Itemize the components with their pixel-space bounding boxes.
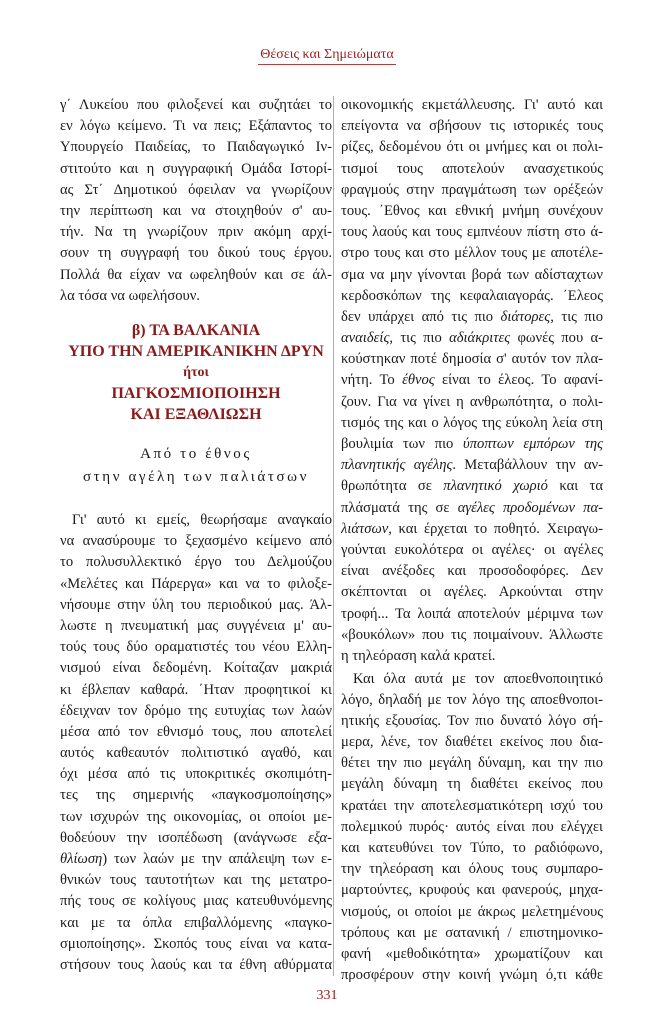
italic-text: θλίωση (60, 851, 103, 867)
text-line: και κατευθύνει τον Τύπο, το ραδιόφωνο, (341, 840, 603, 856)
text-line: ρίζες, δεδομένου ότι οι μνήμες και οι πολι- (341, 139, 603, 156)
heading-line: ΥΠΟ ΤΗΝ ΑΜΕΡΙΚΑΝΙΚΗΝ ΔΡΥΝ (68, 343, 324, 360)
text-line: θνικών τους ταυτοτήτων και της μετατρο- (60, 872, 332, 889)
italic-text: αναιδείς (341, 330, 390, 347)
text-line: νισμού είναι δεδομένη. Κοίταζαν μακριά (60, 660, 332, 677)
italic-text: εξα- (308, 829, 332, 846)
text-line (341, 498, 603, 519)
text-line: Πολλά θα είχαν να ωφεληθούν και σε άλ- (60, 266, 332, 283)
italic-text: ύποπτων εμπόρων της (463, 436, 603, 452)
text-line: γ΄ Λυκείου που φιλοξενεί και συζητάει το (60, 97, 332, 113)
text-line: την τηλεόραση και όλους τους συμπαρο- (341, 861, 603, 878)
text-line (341, 370, 603, 391)
running-head (0, 47, 654, 63)
text-segment: , τις πιο (389, 330, 450, 347)
text-line: ητικής εξουσίας. Τον πιο δυνατό λόγο σή- (341, 712, 603, 729)
text-line: κερδοσκόπων της κεφαλαιαγοράς. ΄Ελεος (341, 287, 603, 304)
text-line: επείγοντα να σβήσουν τις ιστορικές τους (341, 118, 603, 135)
text-line: «Μελέτες και Πάρεργα» και να το φιλοξε- (60, 575, 332, 592)
text-segment: φωνές που α- (510, 330, 603, 347)
text-segment: πλάσματά της σε (341, 499, 458, 516)
text-line: μερα, λένε, τον διαθέτει εκείνος που δια- (341, 734, 603, 751)
text-line: να ανασύρουμε το ξεχασμένο κείμενο από (60, 533, 332, 550)
text-line: στρο τους και στο μέλλον τους με αποτέλε- (341, 245, 603, 262)
text-line: το πολυσυλλεκτικό έργο του Δελμούζου (60, 554, 332, 571)
left-paragraph-1 (60, 95, 332, 307)
text-segment: και τα (547, 478, 603, 495)
text-line: στιτούτο και η συγγραφική Ομάδα Ιστορί- (60, 160, 332, 177)
text-segment: , τις πιο (550, 308, 603, 325)
text-line: Και όλα αυτά με τον αποεθνοποιητικό (353, 670, 603, 687)
text-line: κι έβλεπαν καθαρά. ΄Ηταν προφητικοί κι (60, 681, 332, 698)
heading-line: ΠΑΓΚΟΣΜΙΟΠΟΙΗΣΗ (111, 385, 281, 402)
italic-text: διάτορες (500, 308, 551, 325)
text-line (341, 434, 603, 455)
left-paragraph-2 (60, 510, 332, 976)
text-line: τες της σημερινής «παγκοσμοποίησης» (60, 787, 332, 804)
text-line (341, 519, 603, 540)
text-line: σουν τη συγγραφή του δικού τους έργου. (60, 245, 332, 262)
text-line: προσφέρουν στην κοινή γνώμη ό,τι κάθε (341, 967, 603, 984)
text-segment: νήτη. Το (341, 372, 403, 389)
italic-text: αδιάκριτες (449, 330, 511, 347)
text-line: θέτει την πιο μεγάλη δύναμη, και την πιο (341, 755, 603, 772)
text-line: αυτός καθεαυτόν πολιτιστικό αγαθό, και (60, 745, 332, 762)
right-paragraph-1 (341, 95, 603, 667)
subtitle-line: στην αγέλη των παλιάτσων (82, 469, 310, 485)
text-line: στήσουν τους λαούς και τα έθνη αθύρματα (60, 956, 332, 973)
text-line: νήσουμε στην ύλη του περιοδικού μας. Άλ- (60, 596, 332, 613)
text-segment: θρωπότητα σε (341, 478, 444, 495)
column-divider (333, 96, 334, 976)
text-line: μαρτούντες, κρυφούς και φανερούς, μηχα- (341, 882, 603, 899)
text-segment: , και έρχεται το ποθητό. Χειραγω- (388, 520, 603, 537)
text-line: όχι μέσα από τις υποκριτικές σκοπιμότη- (60, 766, 332, 783)
text-line: τροφή... Τα λοιπά αποτελούν μέριμνα των (341, 605, 603, 622)
text-line: μέσα από τον εθνισμό τους, που αποτελεί (60, 723, 332, 740)
text-line (341, 307, 603, 328)
text-line (341, 455, 603, 476)
text-line: ας Στ΄ Δημοτικού όφειλαν να γνωρίζουν (60, 181, 332, 198)
text-line: η τηλεόραση καλά κρατεί. (341, 647, 496, 664)
text-line (60, 828, 332, 849)
text-line: έδειχναν τον δρόμο της ευτυχίας των λαών (60, 702, 332, 719)
text-line: τήν. Να τη γνωρίζουν πριν ακόμη αρχί- (60, 224, 332, 241)
text-line (60, 849, 332, 870)
text-line: γούνται ευκολότερα οι αγέλες· οι αγέλες (341, 541, 603, 558)
text-line: πής τους σε κολίγους μιας κατευθυνόμενης (60, 893, 332, 910)
text-line: σκέπτονται οι αγέλες. Αρκούνται στην (341, 584, 603, 601)
text-line: φανή «μεθοδικότητα» χρωματίζουν και (341, 945, 603, 962)
text-line: τους λαούς και τους εμπνέουν πίστη στο ά- (341, 224, 603, 241)
text-line: φραγμούς στην πραγμάτωση των ορέξεών (341, 181, 603, 198)
text-segment: είναι το έλεος. Το αφανί- (434, 372, 603, 389)
text-line: των ισχυρών της οικονομίας, οι οποίοι με- (60, 808, 332, 825)
italic-text: αγέλες προδομένων πα- (457, 499, 603, 516)
italic-text: πλανητικής αγέλης (341, 457, 453, 474)
heading-line: ΚΑΙ ΕΞΑΘΛΙΩΣΗ (130, 406, 262, 423)
text-line: σμα να μην γίνονται βορά των αδίσταχτων (341, 266, 603, 283)
italic-text: λιάτσων (341, 520, 389, 537)
text-segment: θοδεύουν την ισοπέδωση (ανάγνωσε (60, 829, 309, 846)
text-line: εν λόγω κείμενο. Τι να πεις; Εξάπαντος το (60, 118, 332, 135)
text-line (341, 328, 603, 349)
right-paragraph-2 (341, 669, 603, 987)
text-line: ζουν. Για να γίνει η ανθρωπότητα, ο πολι- (341, 393, 603, 410)
text-line: και με τα όπλα επιβαλλόμενης «παγκο- (60, 914, 332, 931)
text-line: λα τόσα να ωφελήσουν. (60, 287, 200, 304)
text-line: σμιοποίησης». Σκοπός τους είναι να κατα- (60, 935, 332, 952)
text-line: Υπουργείο Παιδείας, το Παιδαγωγικό Ιν- (60, 139, 332, 156)
text-line: κούστηκαν ποτέ δημοσία σ' αυτόν τον πλα- (341, 351, 603, 368)
text-segment: ) των λαών με την απάλειψη των ε- (102, 851, 332, 867)
italic-text: πλανητικό χωριό (443, 478, 548, 495)
heading-line: β) ΤΑ ΒΑΛΚΑΝΙΑ (131, 322, 261, 339)
text-line: τισμοί τους αποτελούν ανασχετικούς (341, 160, 603, 177)
text-line: οικονομικής εκμετάλλευσης. Γι' αυτό και (341, 97, 603, 113)
text-line: την περίπτωση και να στοιχηθούν σ' αυ- (60, 202, 332, 219)
text-segment: βουλιμία των πιο (341, 436, 464, 452)
text-line: Γι' αυτό κι εμείς, θεωρήσαμε αναγκαίο (72, 512, 332, 528)
heading-line: ήτοι (183, 365, 209, 380)
section-heading (60, 320, 332, 425)
running-head-title: Θέσεις και Σημειώματα (258, 47, 395, 65)
text-line: τους. ΄Εθνος και εθνική μνήμη συνέχουν (341, 202, 603, 219)
text-segment: δεν υπάρχει από τις πιο (341, 308, 501, 325)
text-line: λόγο, δηλαδή με τον λόγο της αποεθνοποι- (341, 691, 603, 708)
text-line: μεγάλη δύναμη τη διαθέτει εκείνος που (341, 776, 603, 793)
section-subtitle (60, 443, 332, 489)
text-line: τισμός της και ο λόγος της εύκολη λεία στη (341, 414, 603, 431)
text-line: λωστε η πνευματική μας συγγένεια μ' αυ- (60, 617, 332, 634)
text-line: νισμούς, οι οποίοι με άκρως μελετημένους (341, 903, 603, 920)
text-line (341, 476, 603, 497)
subtitle-line: Από το έθνος (140, 446, 252, 462)
text-line: είναι ανέξοδες και προσοδοφόρες. Δεν (341, 563, 603, 580)
text-line: πολεμικού πυρός· αυτός είναι που ελέγχει (341, 818, 603, 835)
text-line: κρατάει την αποτελεσματικότερη ισχύ του (341, 797, 603, 814)
page-number: 331 (316, 988, 338, 1003)
text-line: τρόπους και με σατανική / επιστημονικο- (341, 924, 603, 941)
text-line: τούς τους δύο οραματιστές του νέου Ελλη- (60, 639, 332, 656)
italic-text: έθνος (402, 372, 435, 389)
text-segment: . Μεταβάλλουν την αν- (452, 457, 603, 474)
text-line: «βουκόλων» που τις ποιμαίνουν. Άλλωστε (341, 626, 603, 643)
